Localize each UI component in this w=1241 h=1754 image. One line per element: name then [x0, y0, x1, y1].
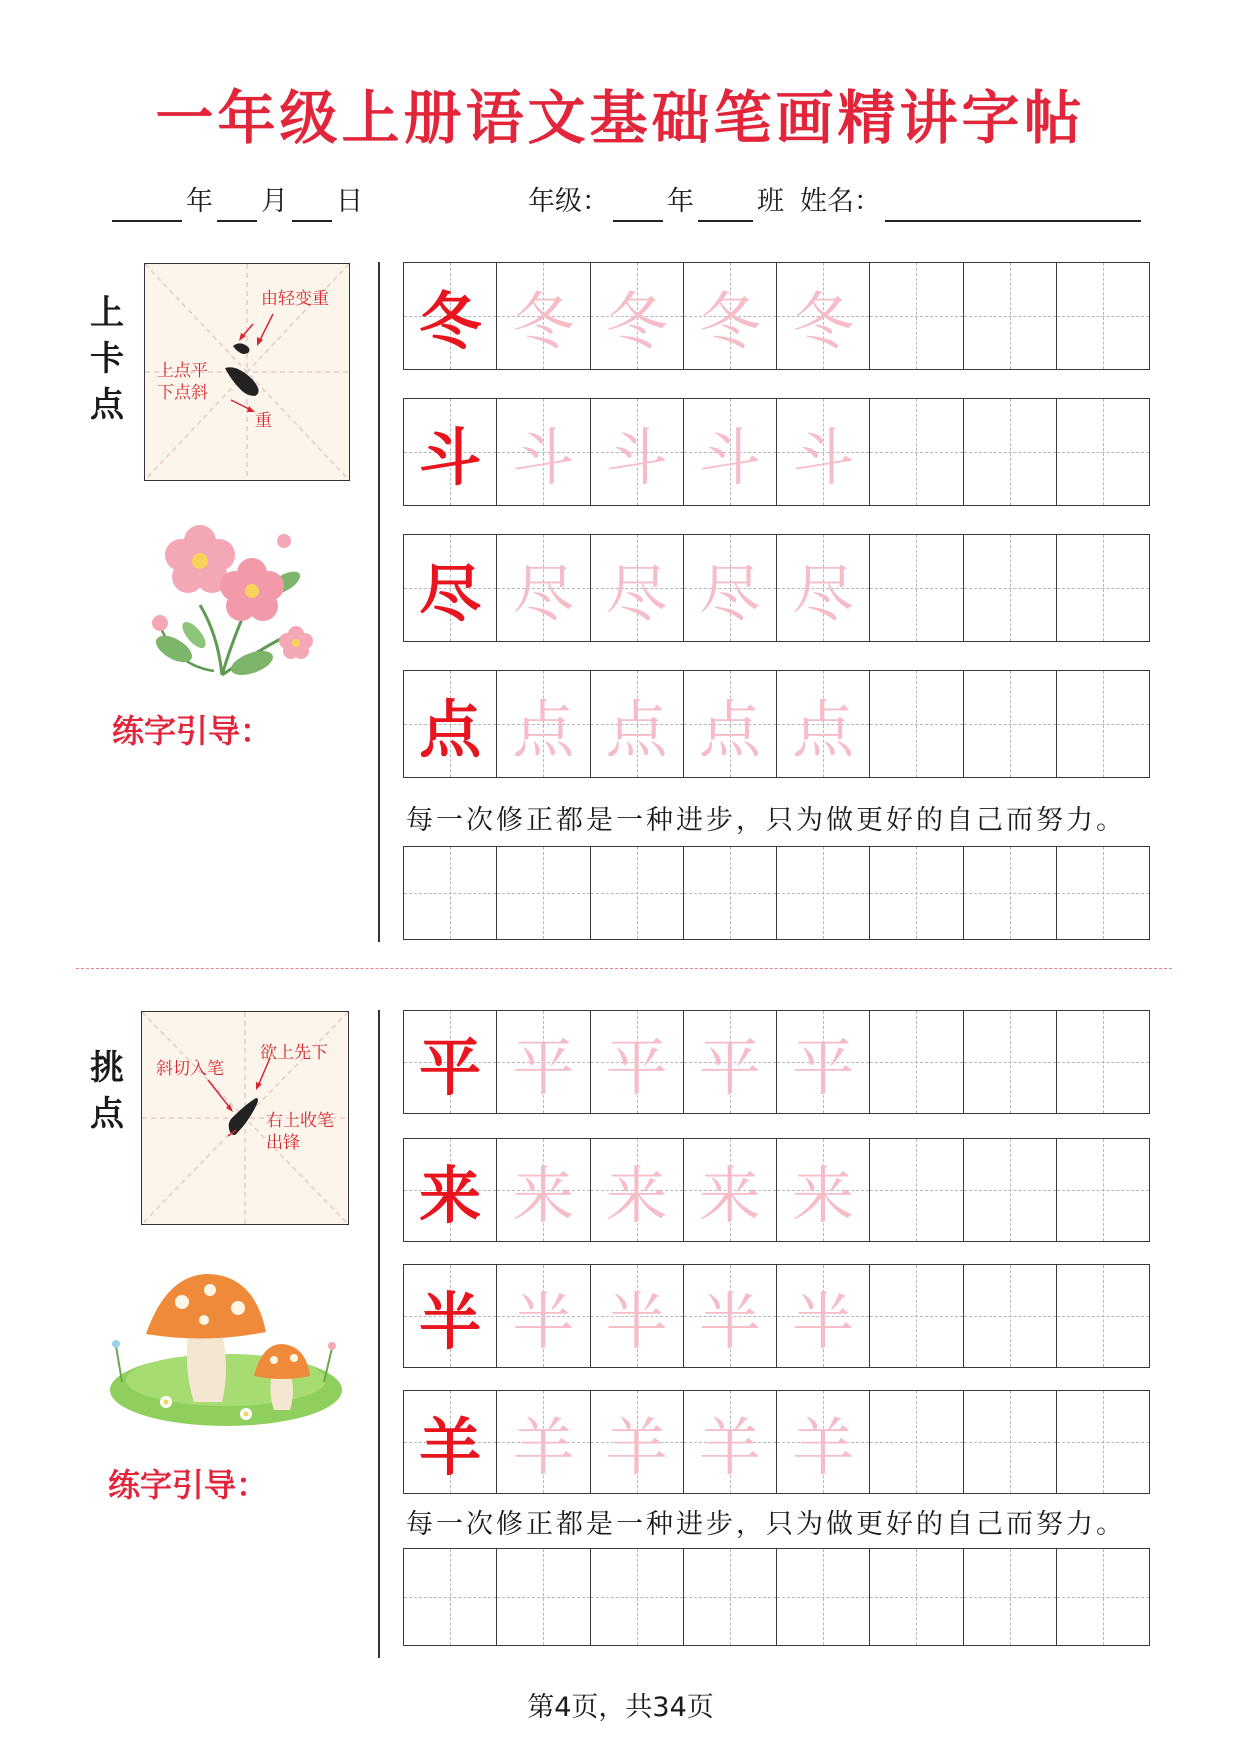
grid-cell[interactable] [777, 399, 870, 505]
grid-cell[interactable] [684, 1139, 777, 1241]
grid-cell[interactable] [870, 263, 963, 369]
grid-cell[interactable] [1057, 399, 1149, 505]
trace-character: 点 [792, 692, 855, 766]
trace-character: 斗 [512, 420, 575, 494]
trace-character: 半 [605, 1284, 668, 1358]
grade-year-label: 年 [667, 186, 694, 217]
trace-character: 羊 [512, 1410, 575, 1484]
grid-cell [404, 671, 497, 777]
grid-cell[interactable] [1057, 1549, 1149, 1645]
grid-cell[interactable] [591, 263, 684, 369]
trace-character: 半 [792, 1284, 855, 1358]
trace-character: 斗 [698, 420, 761, 494]
grid-cell[interactable] [964, 1265, 1057, 1367]
grid-cell [404, 1011, 497, 1113]
grid-cell[interactable] [591, 535, 684, 641]
practice-row [403, 1010, 1150, 1114]
grid-cell[interactable] [1057, 535, 1149, 641]
trace-character: 尽 [698, 556, 761, 630]
grid-cell[interactable] [1057, 263, 1149, 369]
model-character: 来 [419, 1158, 482, 1232]
model-character: 平 [419, 1030, 482, 1104]
mushroom-illustration [106, 1262, 346, 1432]
grid-cell[interactable] [777, 263, 870, 369]
grid-cell [404, 399, 497, 505]
grid-cell[interactable] [870, 847, 963, 939]
section-separator [76, 968, 1172, 969]
grid-cell [404, 1265, 497, 1367]
grid-cell[interactable] [964, 1391, 1057, 1493]
grid-cell[interactable] [964, 1139, 1057, 1241]
grid-cell[interactable] [591, 1549, 684, 1645]
trace-character: 冬 [698, 284, 761, 358]
trace-character: 来 [605, 1158, 668, 1232]
grid-cell[interactable] [684, 1391, 777, 1493]
grid-cell[interactable] [870, 671, 963, 777]
grid-cell[interactable] [684, 847, 777, 939]
grid-cell[interactable] [497, 847, 590, 939]
practice-row [403, 534, 1150, 642]
grid-cell[interactable] [777, 1011, 870, 1113]
grid-cell[interactable] [684, 535, 777, 641]
grid-cell[interactable] [684, 1549, 777, 1645]
grid-cell[interactable] [870, 1549, 963, 1645]
section-divider-line-1 [378, 262, 380, 942]
page-title: 一年级上册语文基础笔画精讲字帖 [155, 84, 1086, 152]
grid-cell[interactable] [497, 1265, 590, 1367]
grid-cell[interactable] [684, 1011, 777, 1113]
grid-cell[interactable] [591, 847, 684, 939]
day-label: 日 [336, 186, 363, 217]
grid-cell[interactable] [497, 1549, 590, 1645]
class-blank[interactable] [698, 190, 753, 222]
grid-cell[interactable] [870, 1011, 963, 1113]
stroke-note: 下点斜 [157, 383, 208, 403]
model-character: 冬 [419, 284, 482, 358]
grid-cell[interactable] [777, 1139, 870, 1241]
practice-row [403, 398, 1150, 506]
day-blank[interactable] [292, 190, 332, 222]
free-practice-row [403, 846, 1150, 940]
grid-cell[interactable] [591, 1391, 684, 1493]
grid-cell[interactable] [684, 1265, 777, 1367]
model-character: 点 [419, 692, 482, 766]
month-blank[interactable] [217, 190, 257, 222]
stroke-note: 重 [255, 411, 272, 431]
grid-cell[interactable] [591, 399, 684, 505]
grid-cell[interactable] [404, 1549, 497, 1645]
grid-cell[interactable] [777, 1391, 870, 1493]
grid-cell[interactable] [870, 1265, 963, 1367]
name-label: 姓名： [800, 186, 881, 217]
stroke-demo-2 [141, 1011, 349, 1225]
grid-cell[interactable] [497, 1011, 590, 1113]
grid-cell[interactable] [1057, 671, 1149, 777]
grid-cell[interactable] [497, 399, 590, 505]
trace-character: 冬 [792, 284, 855, 358]
model-character: 半 [419, 1284, 482, 1358]
stroke-name-1: 上 卡 点 [90, 293, 124, 425]
grid-cell[interactable] [684, 671, 777, 777]
stroke-note: 斜切入笔 [156, 1059, 224, 1079]
trace-character: 尽 [512, 556, 575, 630]
practice-row [403, 1264, 1150, 1368]
trace-character: 斗 [792, 420, 855, 494]
trace-character: 羊 [698, 1410, 761, 1484]
trace-character: 羊 [792, 1410, 855, 1484]
grid-cell[interactable] [870, 1391, 963, 1493]
trace-character: 平 [792, 1030, 855, 1104]
stroke-name-2: 挑 点 [90, 1048, 124, 1134]
name-blank[interactable] [885, 190, 1141, 222]
trace-character: 尽 [792, 556, 855, 630]
grid-cell[interactable] [777, 1549, 870, 1645]
month-label: 月 [261, 186, 288, 217]
stroke-note: 欲上先下 [260, 1043, 328, 1063]
grid-cell[interactable] [497, 1139, 590, 1241]
section-divider-line-2 [378, 1010, 380, 1658]
grid-cell[interactable] [497, 1391, 590, 1493]
practice-guide-label-2: 练字引导： [108, 1466, 269, 1504]
grade-blank[interactable] [613, 190, 663, 222]
year-blank[interactable] [112, 190, 182, 222]
motto-text-2: 每一次修正都是一种进步，只为做更好的自己而努力。 [406, 1509, 1126, 1540]
trace-character: 冬 [605, 284, 668, 358]
grid-cell [404, 1139, 497, 1241]
practice-row [403, 670, 1150, 778]
model-character: 羊 [419, 1410, 482, 1484]
grid-cell[interactable] [870, 535, 963, 641]
year-label: 年 [186, 186, 213, 217]
page-number: 第4页，共34页 [527, 1692, 714, 1723]
trace-character: 点 [605, 692, 668, 766]
grid-cell[interactable] [1057, 1391, 1149, 1493]
flower-illustration [134, 525, 324, 685]
trace-character: 平 [512, 1030, 575, 1104]
grid-cell[interactable] [777, 847, 870, 939]
grid-cell[interactable] [591, 1139, 684, 1241]
date-line [108, 182, 363, 222]
grid-cell[interactable] [1057, 1139, 1149, 1241]
trace-character: 平 [698, 1030, 761, 1104]
grid-cell[interactable] [964, 399, 1057, 505]
stroke-note: 右上收笔 [266, 1111, 334, 1131]
trace-character: 羊 [605, 1410, 668, 1484]
trace-character: 斗 [605, 420, 668, 494]
grid-cell[interactable] [777, 1265, 870, 1367]
grid-cell[interactable] [591, 1265, 684, 1367]
trace-character: 来 [512, 1158, 575, 1232]
grid-cell [404, 263, 497, 369]
trace-character: 平 [605, 1030, 668, 1104]
grid-cell[interactable] [684, 263, 777, 369]
practice-row [403, 1390, 1150, 1494]
grid-cell[interactable] [777, 671, 870, 777]
grade-label: 年级： [528, 186, 609, 217]
grid-cell[interactable] [964, 1549, 1057, 1645]
grid-cell[interactable] [591, 1011, 684, 1113]
grid-cell[interactable] [684, 399, 777, 505]
trace-character: 来 [792, 1158, 855, 1232]
grid-cell[interactable] [1057, 1265, 1149, 1367]
stroke-demo-1 [144, 263, 350, 481]
practice-row [403, 262, 1150, 370]
model-character: 斗 [419, 420, 482, 494]
grid-cell[interactable] [870, 1139, 963, 1241]
grid-cell[interactable] [964, 847, 1057, 939]
free-practice-row [403, 1548, 1150, 1646]
grid-cell[interactable] [497, 671, 590, 777]
grid-cell[interactable] [497, 535, 590, 641]
student-line [528, 182, 1145, 222]
model-character: 尽 [419, 556, 482, 630]
grid-cell[interactable] [497, 263, 590, 369]
stroke-note: 出锋 [266, 1133, 300, 1153]
trace-character: 半 [698, 1284, 761, 1358]
practice-row [403, 1138, 1150, 1242]
trace-character: 尽 [605, 556, 668, 630]
trace-character: 点 [698, 692, 761, 766]
rising-dot-stroke [229, 1098, 258, 1135]
grid-cell[interactable] [870, 399, 963, 505]
grid-cell[interactable] [591, 671, 684, 777]
grid-cell [404, 535, 497, 641]
trace-character: 点 [512, 692, 575, 766]
grid-cell[interactable] [1057, 847, 1149, 939]
trace-character: 冬 [512, 284, 575, 358]
grid-cell[interactable] [964, 263, 1057, 369]
trace-character: 半 [512, 1284, 575, 1358]
grid-cell[interactable] [964, 535, 1057, 641]
class-label: 班 [757, 186, 784, 217]
grid-cell [404, 1391, 497, 1493]
grid-cell[interactable] [964, 671, 1057, 777]
stroke-note: 上点平 [157, 361, 208, 381]
grid-cell[interactable] [1057, 1011, 1149, 1113]
grid-cell[interactable] [404, 847, 497, 939]
trace-character: 来 [698, 1158, 761, 1232]
stroke-note: 由轻变重 [261, 289, 329, 309]
motto-text-1: 每一次修正都是一种进步，只为做更好的自己而努力。 [406, 805, 1126, 836]
grid-cell[interactable] [964, 1011, 1057, 1113]
practice-guide-label-1: 练字引导： [112, 712, 273, 750]
grid-cell[interactable] [777, 535, 870, 641]
